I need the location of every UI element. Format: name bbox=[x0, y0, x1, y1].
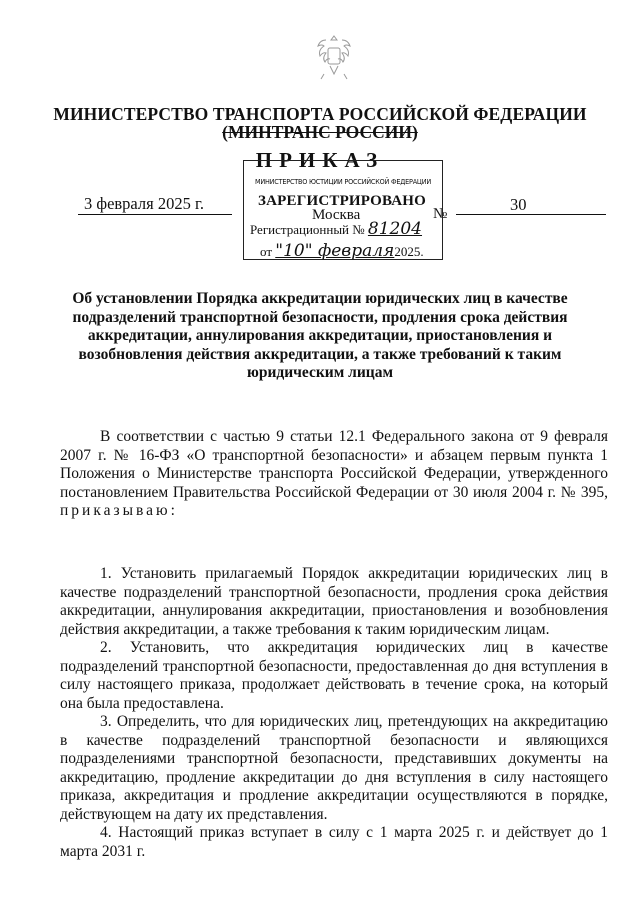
registration-stamp bbox=[243, 160, 443, 260]
preamble-text: В соответствии с частью 9 статьи 12.1 Федерального закона от 9 февраля 2007 г. № 16-ФЗ «О транспортной безопасности» и абзацем первым пункта 1 Положения о Министерстве транспорта Российской Федерации, утвержденного постановлением Правительства Российской Федерации от 30 июля 2004 г. № 395, bbox=[60, 428, 608, 501]
stamp-reg-number: 81204 bbox=[367, 219, 423, 239]
list-item: 4. Настоящий приказ вступает в силу с 1 марта 2025 г. и действует до 1 марта 2031 г. bbox=[60, 824, 608, 860]
number-sign: № bbox=[433, 206, 448, 222]
number-underline bbox=[456, 214, 606, 215]
order-verb: приказываю: bbox=[60, 502, 178, 519]
stamp-reg-date: "10" февраля bbox=[275, 241, 395, 261]
order-number: 30 bbox=[510, 195, 527, 214]
stamp-date-line bbox=[260, 241, 424, 261]
ministry-name: МИНИСТЕРСТВО ТРАНСПОРТА РОССИЙСКОЙ ФЕДЕРАЦИИ bbox=[53, 104, 587, 124]
ministry-short-name: (МИНТРАНС РОССИИ) bbox=[222, 122, 418, 142]
stamp-from-label: от bbox=[260, 244, 273, 259]
list-item: 1. Установить прилагаемый Порядок аккредитации юридических лиц в качестве подразделений транспортной безопасности, продления срока действия аккредитации, аннулирования аккредитации, приостановления и возобновления действия аккредитации, а также требования к таким юридическим лицам. bbox=[60, 565, 608, 638]
coat-of-arms-icon bbox=[306, 30, 362, 86]
order-city: Москва bbox=[312, 207, 361, 223]
list-item: 2. Установить, что аккредитация юридических лиц в качестве подразделений транспортной безопасности, предоставленная до дня вступления в силу настоящего приказа, продолжает действовать в течение срока, на который она была предоставлена. bbox=[60, 639, 608, 712]
stamp-reg-label: Регистрационный № bbox=[250, 222, 365, 237]
stamp-registered: ЗАРЕГИСТРИРОВАНО bbox=[258, 193, 426, 209]
document-title: Об установлении Порядка аккредитации юридических лиц в качестве подразделений транспортной безопасности, продления срока действия аккредитации, аннулирования аккредитации, приостановления и возобновления действия аккредитации, а также требований к таким юридическим лицам bbox=[72, 290, 568, 381]
stamp-reg-line bbox=[250, 219, 422, 239]
preamble-paragraph bbox=[60, 428, 608, 521]
stamp-reg-year: 2025. bbox=[394, 244, 424, 259]
list-item: 3. Определить, что для юридических лиц, претендующих на аккредитацию в качестве подразделений транспортной безопасности и являющихся подразделениями транспортной безопасности, представивших документы на аккредитацию, продление аккредитации до дня вступления в силу настоящего приказа, аккредитация и продление аккредитации осуществляются в порядке, действующем на дату их представления. bbox=[60, 713, 608, 823]
order-heading: ПРИКАЗ bbox=[255, 148, 385, 172]
order-items bbox=[60, 565, 608, 861]
date-underline bbox=[78, 214, 232, 215]
stamp-authority: МИНИСТЕРСТВО ЮСТИЦИИ РОССИЙСКОЙ ФЕДЕРАЦИИ bbox=[254, 177, 432, 186]
order-date: 3 февраля 2025 г. bbox=[84, 194, 205, 213]
